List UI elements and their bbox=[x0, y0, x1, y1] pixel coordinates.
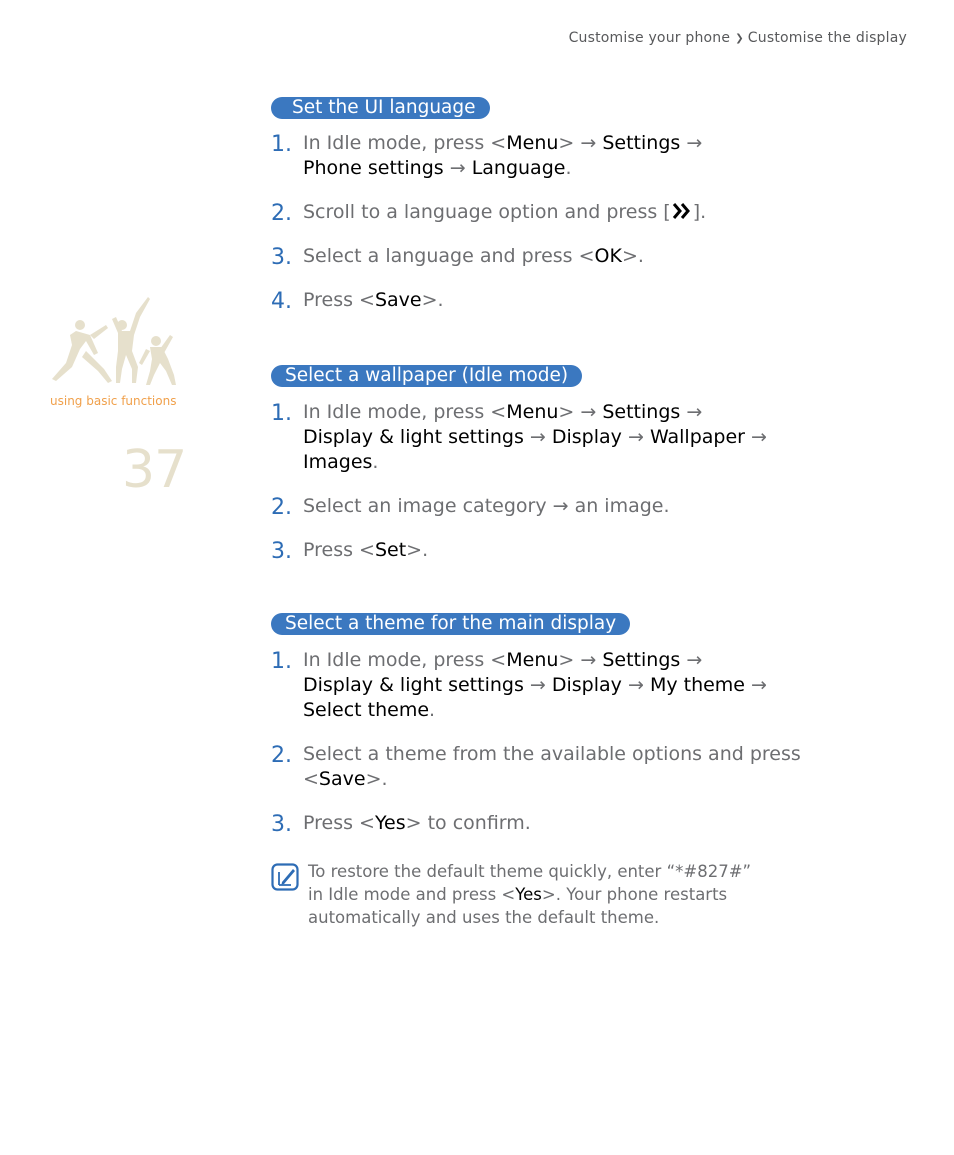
step-body bbox=[303, 132, 702, 179]
menu-term: My theme bbox=[649, 674, 745, 696]
step-body bbox=[303, 743, 801, 790]
arrow-icon: → bbox=[686, 401, 703, 423]
step-list bbox=[271, 400, 871, 563]
note-pencil-icon bbox=[271, 863, 299, 891]
step-text: Scroll to a language option and press [ bbox=[303, 201, 671, 223]
arrow-icon: → bbox=[580, 132, 597, 154]
step-number: 3. bbox=[271, 245, 292, 270]
menu-term: Language bbox=[471, 157, 566, 179]
section-title: Select a wallpaper (Idle mode) bbox=[271, 365, 582, 387]
menu-term: Settings bbox=[602, 132, 681, 154]
step-text: . bbox=[429, 699, 436, 721]
chapter-label: using basic functions bbox=[50, 394, 177, 408]
step-text: >. bbox=[365, 768, 388, 790]
step-text: > to confirm. bbox=[405, 812, 531, 834]
page-number: 37 bbox=[122, 440, 187, 500]
step-item bbox=[271, 648, 871, 723]
menu-term: Images bbox=[303, 451, 373, 473]
step-list bbox=[271, 131, 871, 313]
step-text: . bbox=[372, 451, 379, 473]
step-text: automatically and uses the default theme. bbox=[308, 908, 660, 927]
step-body bbox=[303, 289, 444, 311]
step-item bbox=[271, 288, 871, 313]
step-item bbox=[271, 811, 871, 836]
step-item bbox=[271, 742, 871, 792]
step-text: To restore the default theme quickly, enter “*#827#” bbox=[308, 862, 752, 881]
step-text: Select a theme from the available options and press bbox=[303, 743, 801, 765]
step-item bbox=[271, 244, 871, 269]
step-text: >. bbox=[621, 245, 644, 267]
menu-term: Wallpaper bbox=[649, 426, 745, 448]
menu-term: Menu bbox=[506, 132, 559, 154]
menu-term: Settings bbox=[602, 649, 681, 671]
note-text bbox=[308, 860, 831, 929]
step-number: 3. bbox=[271, 812, 292, 837]
step-body bbox=[303, 649, 767, 721]
step-text: Press < bbox=[303, 289, 375, 311]
section-wallpaper bbox=[271, 365, 871, 563]
arrow-icon: → bbox=[529, 426, 546, 448]
menu-term: Display bbox=[551, 674, 622, 696]
step-text: In Idle mode, press < bbox=[303, 649, 507, 671]
step-number: 2. bbox=[271, 743, 292, 768]
step-item bbox=[271, 494, 871, 519]
menu-term: Menu bbox=[506, 649, 559, 671]
step-number: 3. bbox=[271, 539, 292, 564]
step-item bbox=[271, 200, 871, 225]
step-text: an image. bbox=[568, 495, 670, 517]
step-text: > bbox=[558, 132, 581, 154]
arrow-icon: → bbox=[529, 674, 546, 696]
arrow-icon: → bbox=[686, 649, 703, 671]
menu-term: Select theme bbox=[303, 699, 430, 721]
dancers-illustration-icon bbox=[50, 295, 182, 390]
menu-term: OK bbox=[594, 245, 622, 267]
breadcrumb bbox=[569, 30, 907, 46]
breadcrumb-page: Customise the display bbox=[747, 30, 907, 46]
menu-term: Settings bbox=[602, 401, 681, 423]
step-text: < bbox=[303, 768, 319, 790]
step-text: > bbox=[558, 649, 581, 671]
step-text: > bbox=[558, 401, 581, 423]
breadcrumb-section: Customise your phone bbox=[568, 30, 731, 46]
menu-term: Phone settings bbox=[303, 157, 444, 179]
arrow-icon: → bbox=[580, 649, 597, 671]
step-number: 1. bbox=[271, 401, 292, 426]
step-text: . bbox=[565, 157, 572, 179]
step-text: Press < bbox=[303, 539, 375, 561]
step-number: 2. bbox=[271, 201, 292, 226]
step-body bbox=[303, 201, 706, 223]
step-text: in Idle mode and press < bbox=[308, 885, 516, 904]
step-text: Select a language and press < bbox=[303, 245, 595, 267]
menu-term: Display bbox=[551, 426, 622, 448]
step-number: 4. bbox=[271, 289, 292, 314]
menu-term: Yes bbox=[515, 885, 542, 904]
section-title: Set the UI language bbox=[271, 97, 490, 119]
note-box bbox=[271, 860, 831, 929]
arrow-icon: → bbox=[580, 401, 597, 423]
breadcrumb-separator-icon: ❯ bbox=[735, 33, 744, 44]
arrow-icon: → bbox=[449, 157, 466, 179]
menu-term: Display & light settings bbox=[303, 674, 524, 696]
step-text: Select an image category bbox=[303, 495, 553, 517]
step-body bbox=[303, 812, 531, 834]
menu-term: Display & light settings bbox=[303, 426, 524, 448]
step-text: Press < bbox=[303, 812, 375, 834]
step-list bbox=[271, 648, 871, 836]
step-text: ]. bbox=[692, 201, 707, 223]
step-body bbox=[303, 401, 767, 473]
menu-term: Save bbox=[374, 289, 422, 311]
confirm-key-icon bbox=[672, 202, 692, 220]
section-theme bbox=[271, 613, 871, 836]
arrow-icon: → bbox=[751, 426, 767, 448]
menu-term: Yes bbox=[374, 812, 406, 834]
step-body bbox=[303, 539, 428, 561]
step-item bbox=[271, 538, 871, 563]
step-text: In Idle mode, press < bbox=[303, 132, 507, 154]
section-ui-language bbox=[271, 97, 871, 313]
arrow-icon: → bbox=[686, 132, 703, 154]
step-text: >. Your phone restarts bbox=[541, 885, 728, 904]
step-item bbox=[271, 131, 871, 181]
menu-term: Menu bbox=[506, 401, 559, 423]
menu-term: Save bbox=[318, 768, 366, 790]
step-text: >. bbox=[406, 539, 429, 561]
step-number: 2. bbox=[271, 495, 292, 520]
arrow-icon: → bbox=[751, 674, 767, 696]
step-item bbox=[271, 400, 871, 475]
arrow-icon: → bbox=[627, 674, 644, 696]
arrow-icon: → bbox=[627, 426, 644, 448]
step-number: 1. bbox=[271, 132, 292, 157]
step-text: >. bbox=[421, 289, 444, 311]
arrow-icon: → bbox=[552, 495, 569, 517]
step-body bbox=[303, 495, 670, 517]
menu-term: Set bbox=[374, 539, 407, 561]
section-title: Select a theme for the main display bbox=[271, 613, 630, 635]
step-body bbox=[303, 245, 644, 267]
step-number: 1. bbox=[271, 649, 292, 674]
step-text: In Idle mode, press < bbox=[303, 401, 507, 423]
